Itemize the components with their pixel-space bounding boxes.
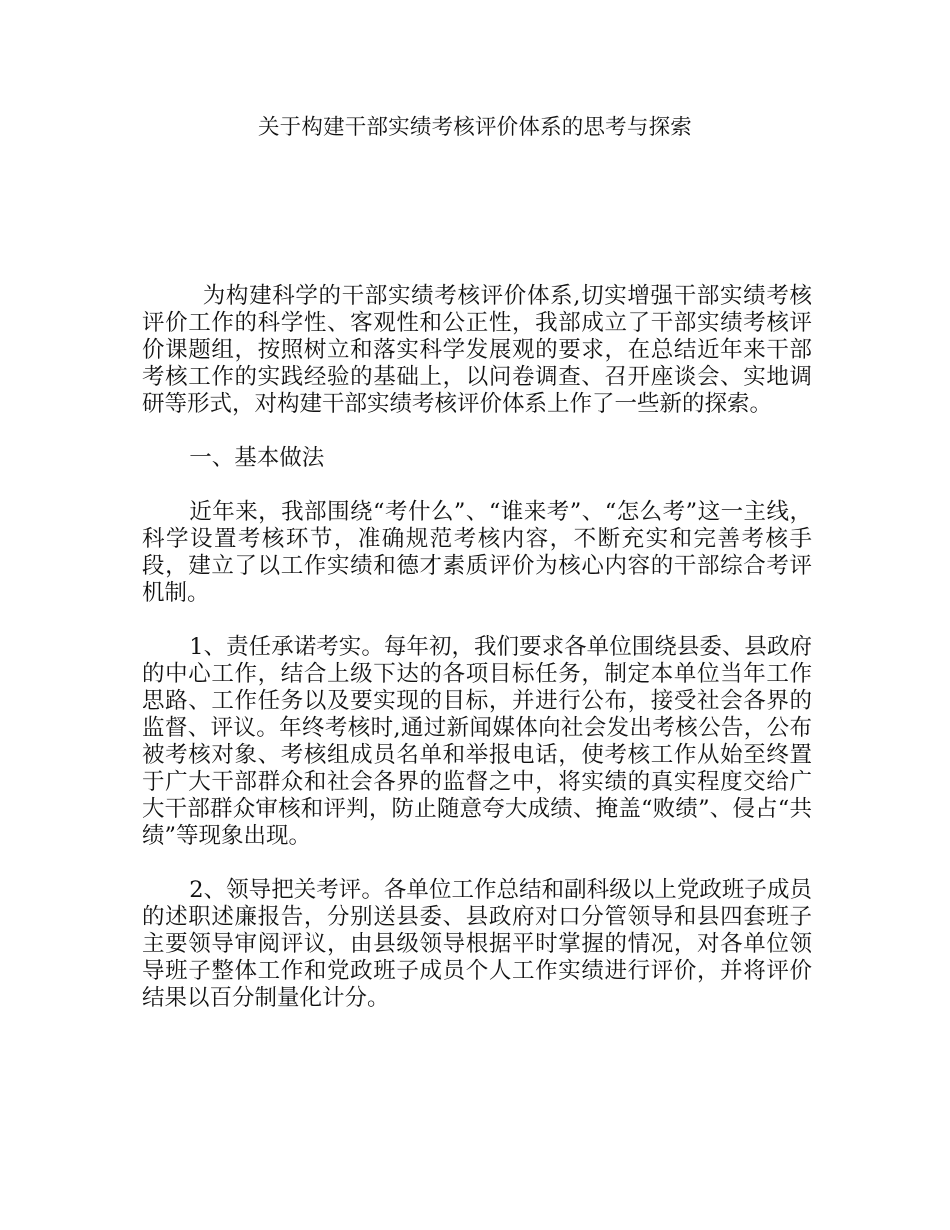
item-1-paragraph: 1、责任承诺考实。每年初，我们要求各单位围绕县委、县政府的中心工作，结合上级下达的各项目标任务，制定本单位当年工作思路、工作任务以及要实现的目标，并进行公布，接受社会各界的监督、评议。年终考核时,通过新闻媒体向社会发出考核公告，公布被考核对象、考核组成员名单和举报电话，使考核工作从始至终置于广大干部群众和社会各界的监督之中，将实绩的真实程度交给广大干部群众审核和评判，防止随意夸大成绩、掩盖“败绩”、侵占“共绩”等现象出现。 <box>142 634 812 849</box>
document-body <box>142 283 812 1012</box>
item-2-paragraph: 2、领导把关考评。各单位工作总结和副科级以上党政班子成员的述职述廉报告，分别送县委、县政府对口分管领导和县四套班子主要领导审阅评议，由县级领导根据平时掌握的情况，对各单位领导班子整体工作和党政班子成员个人工作实绩进行评价，并将评价结果以百分制量化计分。 <box>142 877 812 1011</box>
overview-paragraph: 近年来，我部围绕“考什么”、“谁来考”、“怎么考”这一主线，科学设置考核环节，准确规范考核内容，不断充实和完善考核手段，建立了以工作实绩和德才素质评价为核心内容的干部综合考评机制。 <box>142 499 812 606</box>
document-title: 关于构建干部实绩考核评价体系的思考与探索 <box>257 115 692 140</box>
section-heading-basic-practice: 一、基本做法 <box>189 445 325 471</box>
intro-paragraph: 为构建科学的干部实绩考核评价体系,切实增强干部实绩考核评价工作的科学性、客观性和公正性，我部成立了干部实绩考核评价课题组，按照树立和落实科学发展观的要求，在总结近年来干部考核工作的实践经验的基础上，以问卷调查、召开座谈会、实地调研等形式，对构建干部实绩考核评价体系上作了一些新的探索。 <box>142 283 812 417</box>
